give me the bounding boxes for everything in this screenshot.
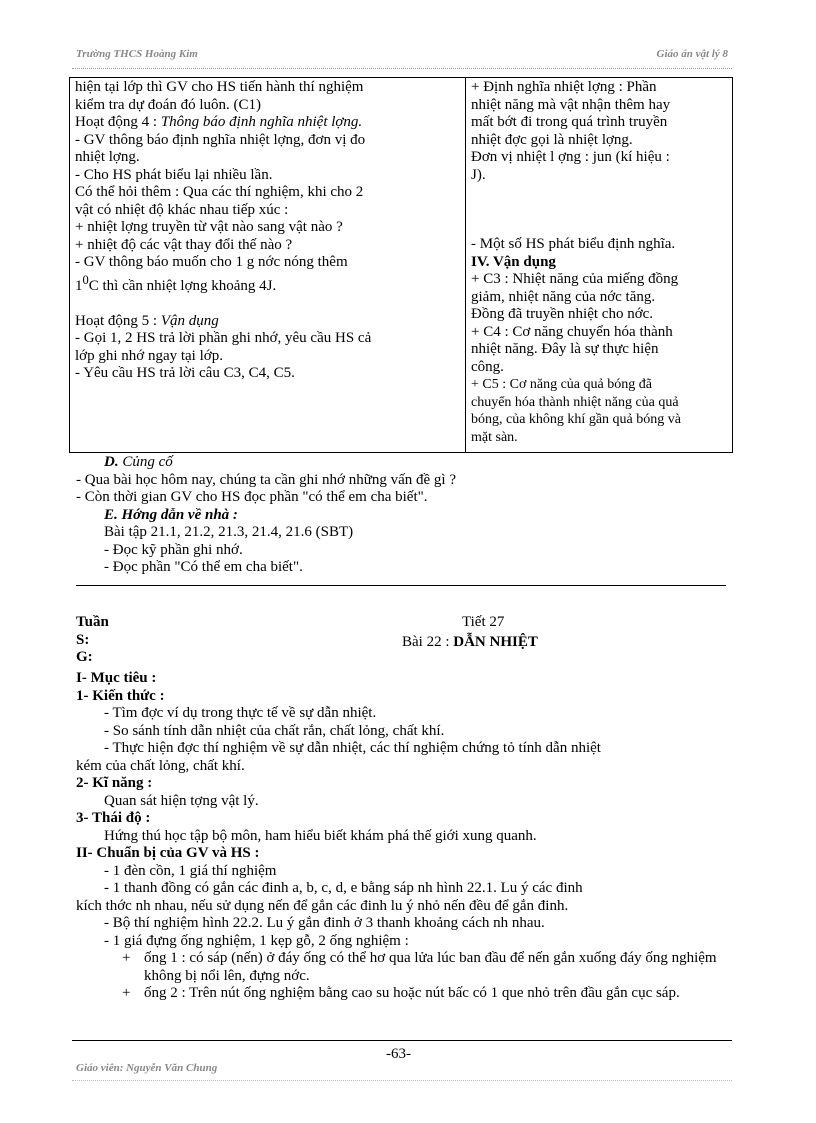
footer-author: Giáo viên: Nguyễn Văn Chung — [76, 1062, 218, 1074]
page-number: -63- — [386, 1046, 411, 1062]
text-line: + nhiệt độ các vật thay đổi thế nào ? — [75, 236, 293, 253]
homework-heading: E. Hớng dẫn về nhà : — [104, 506, 238, 523]
text-line: nhiệt đợc gọi là nhiệt lợng. — [471, 131, 633, 148]
text-line: + C3 : Nhiệt năng của miếng đồng — [471, 271, 679, 287]
list-item: + ống 1 : có sáp (nến) ở đáy ống có thể hơ qua lửa lúc ban đầu để nến gắn xuống đáy ống nghiệm không bị nổi lên, đựng nớc. — [122, 950, 717, 984]
text-line: kiểm tra dự đoán đó luôn. (C1) — [75, 96, 262, 113]
text-line: - 1 đèn cồn, 1 giá thí nghiệm — [104, 862, 277, 879]
text-line: nhiệt năng mà vật nhận thêm hay — [471, 96, 671, 113]
week-label: Tuần — [76, 614, 109, 630]
text-line: vật có nhiệt độ khác nhau tiếp xúc : — [75, 201, 289, 218]
text-line: chuyển hóa thành nhiệt năng của quả — [471, 394, 679, 410]
section-iv-heading: IV. Vận dụng — [471, 253, 556, 270]
lesson-title: Bài 22 : DẪN NHIỆT — [402, 634, 538, 650]
text-line: Có thể hỏi thêm : Qua các thí nghiệm, khi cho 2 — [75, 184, 364, 200]
text-line: Hứng thú học tập bộ môn, ham hiểu biết khám phá thế giới xung quanh. — [104, 827, 537, 844]
text-line: - Thực hiện đợc thí nghiệm về sự dẫn nhiệt, các thí nghiệm chứng tỏ tính dẫn nhiệt — [104, 740, 601, 756]
text-line: - 1 thanh đồng có gắn các đinh a, b, c, d, e bằng sáp nh hình 22.1. Lu ý các đinh — [104, 880, 583, 896]
header-school: Trường THCS Hoàng Kim — [76, 48, 198, 60]
text-line: Đồng đã truyền nhiệt cho nớc. — [471, 306, 654, 322]
period-label: Tiết 27 — [462, 614, 505, 630]
preparation-heading: II- Chuẩn bị của GV và HS : — [76, 845, 260, 861]
text-line: - Đọc kỹ phần ghi nhớ. — [104, 541, 243, 558]
text-line: hiện tại lớp thì GV cho HS tiến hành thí nghiệm — [75, 79, 364, 95]
g-label: G: — [76, 649, 93, 665]
text-line: mất bớt đi trong quá trình truyền — [471, 114, 668, 130]
text-line: - Một số HS phát biểu định nghĩa. — [471, 236, 676, 252]
lesson-plan-body — [76, 670, 736, 1003]
header-subject: Giáo án vật lý 8 — [656, 48, 728, 60]
header-divider — [72, 68, 732, 69]
blank-space — [471, 184, 727, 236]
lesson-title-block — [76, 614, 736, 670]
text-line: - Bộ thí nghiệm hình 22.2. Lu ý gắn đinh ở 3 thanh khoảng cách nh nhau. — [104, 915, 545, 931]
text-line: Đơn vị nhiệt l ợng : jun (kí hiệu : — [471, 149, 670, 165]
text-line: kém của chất lỏng, chất khí. — [76, 757, 245, 774]
text-line: - Gọi 1, 2 HS trả lời phần ghi nhớ, yêu cầu HS cả — [75, 330, 372, 346]
blank-line — [75, 295, 460, 313]
text-line: + nhiệt lợng truyền từ vật nào sang vật nào ? — [75, 219, 343, 235]
text-line: $1^0C$ thì cần nhiệt lợng khoảng 4J. — [75, 272, 277, 294]
text-line: + C4 : Cơ năng chuyển hóa thành — [471, 323, 673, 340]
attitude-heading: 3- Thái độ : — [76, 810, 151, 826]
text-line: Bài tập 21.1, 21.2, 21.3, 21.4, 21.6 (SBT) — [104, 524, 354, 540]
list-item: + ống 2 : Trên nút ống nghiệm bằng cao su hoặc nút bấc có 1 que nhỏ trên đầu gắn cục sáp. — [122, 985, 680, 1001]
text-line: bóng, của không khí gần quả bóng và — [471, 412, 681, 427]
lesson-table — [69, 77, 733, 453]
activity-4-heading: Hoạt động 4 : Thông báo định nghĩa nhiệt lợng. — [75, 114, 363, 130]
text-line: nhiệt lợng. — [75, 149, 140, 165]
text-line: nhiệt năng. Đây là sự thực hiện — [471, 341, 659, 357]
text-line: - Qua bài học hôm nay, chúng ta cần ghi nhớ những vấn đề gì ? — [76, 471, 456, 488]
text-line: - GV thông báo muốn cho 1 g nớc nóng thêm — [75, 254, 348, 270]
teacher-activity-cell — [70, 78, 466, 453]
text-line: công. — [471, 358, 504, 375]
text-line: giảm, nhiệt năng của nớc tăng. — [471, 288, 656, 305]
text-line: - Cho HS phát biểu lại nhiều lần. — [75, 166, 273, 183]
lesson-meta — [76, 614, 109, 667]
activity-5-heading: Hoạt động 5 : Vận dụng — [75, 312, 219, 329]
text-line: - Đọc phần "Có thể em cha biết". — [104, 559, 303, 575]
text-line: kích thớc nh nhau, nếu sử dụng nến để gắn các đinh lu ý nhỏ nến đều để gắn đinh. — [76, 897, 569, 914]
text-line: lớp ghi nhớ ngay tại lớp. — [75, 347, 223, 364]
footer-dotted-line — [72, 1080, 732, 1081]
text-line: mặt sàn. — [471, 429, 518, 445]
footer-divider — [72, 1040, 732, 1041]
text-line: Quan sát hiện tợng vật lý. — [104, 792, 259, 809]
text-line: - Còn thời gian GV cho HS đọc phần "có thể em cha biết". — [76, 489, 428, 505]
page-header — [76, 48, 728, 64]
consolidation-heading: D. Củng cố — [104, 454, 173, 470]
text-line: J). — [471, 166, 486, 183]
knowledge-heading: 1- Kiến thức : — [76, 687, 165, 704]
text-line: - Tìm đợc ví dụ trong thực tế về sự dẫn nhiệt. — [104, 705, 377, 721]
objectives-heading: I- Mục tiêu : — [76, 670, 157, 686]
consolidation-section — [76, 454, 736, 577]
student-activity-cell — [466, 78, 733, 453]
text-line: - 1 giá đựng ống nghiệm, 1 kẹp gỗ, 2 ống nghiệm : — [104, 932, 409, 949]
skills-heading: 2- Kĩ năng : — [76, 775, 153, 791]
text-line: - Yêu cầu HS trả lời câu C3, C4, C5. — [75, 365, 295, 381]
s-label: S: — [76, 631, 90, 648]
text-line: - So sánh tính dẫn nhiệt của chất rắn, chất lỏng, chất khí. — [104, 722, 445, 739]
text-line: - GV thông báo định nghĩa nhiệt lợng, đơn vị đo — [75, 131, 366, 148]
text-line: + C5 : Cơ năng của quả bóng đã — [471, 377, 652, 392]
section-divider — [76, 585, 726, 586]
text-line: + Định nghĩa nhiệt lợng : Phần — [471, 79, 657, 95]
